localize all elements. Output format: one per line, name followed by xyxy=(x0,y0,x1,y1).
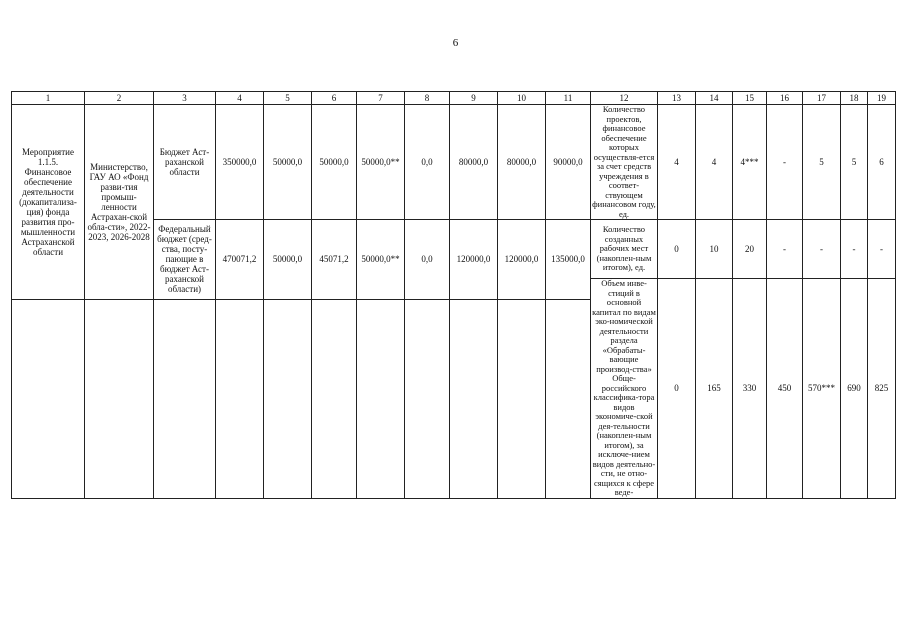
indicator-value: - xyxy=(841,220,868,279)
funding-value: 50000,0** xyxy=(357,105,405,220)
funding-value: 50000,0 xyxy=(264,105,312,220)
page-number: 6 xyxy=(452,37,459,49)
indicator-value: 0 xyxy=(658,220,696,279)
indicator-name: Количество проектов, финансовое обеспечение которых осуществля-ется за счет средств учреждения в соответ-ствующем финансовом году, ед. xyxy=(592,104,656,219)
empty-cell xyxy=(357,299,405,498)
empty-cell xyxy=(405,299,450,498)
col-header: 8 xyxy=(405,92,450,105)
col-header: 10 xyxy=(498,92,546,105)
col-header: 4 xyxy=(216,92,264,105)
col-header: 5 xyxy=(264,92,312,105)
col-header: 14 xyxy=(696,92,733,105)
empty-cell xyxy=(85,299,154,498)
indicator-value: - xyxy=(868,220,896,279)
indicator-name: Объем инве-стиций в основной капитал по видам эко-номической деятельности раздела «Обрабаты-вающие производ-ства» Обще-российского классифика-тора видов экономиче-ской дея-тельности (накоплен-ным итогом), за исключе-нием видов деятельно-сти, не отно-сящихся к сфере веде- xyxy=(592,278,656,497)
program-table xyxy=(11,91,896,499)
indicator-value: 5 xyxy=(841,105,868,220)
indicator-value: 20 xyxy=(733,220,767,279)
funding-value: 80000,0 xyxy=(450,105,498,220)
col-header: 16 xyxy=(767,92,803,105)
col-header: 2 xyxy=(85,92,154,105)
empty-cell xyxy=(546,299,591,498)
indicator-value: 330 xyxy=(733,279,767,499)
indicator-value: 4 xyxy=(696,105,733,220)
indicator-value: - xyxy=(767,105,803,220)
indicator-value: 570*** xyxy=(803,279,841,499)
funding-value: 470071,2 xyxy=(216,220,264,300)
funding-value: 50000,0** xyxy=(357,220,405,300)
indicator-value: 690 xyxy=(841,279,868,499)
col-header: 15 xyxy=(733,92,767,105)
funding-source: Бюджет Аст-раханской области xyxy=(154,105,216,220)
indicator-value: 4 xyxy=(658,105,696,220)
empty-cell xyxy=(450,299,498,498)
event-name: Мероприятие 1.1.5. Финансовое обеспечение деятельности (докапитализа-ция) фонда развития про-мышленности Астраханской области xyxy=(12,105,85,300)
funding-value: 135000,0 xyxy=(546,220,591,300)
indicator-value: 10 xyxy=(696,220,733,279)
funding-value: 350000,0 xyxy=(216,105,264,220)
col-header: 11 xyxy=(546,92,591,105)
funding-source: Федеральный бюджет (сред-ства, посту-пающие в бюджет Аст-раханской области) xyxy=(154,220,216,300)
funding-value: 80000,0 xyxy=(498,105,546,220)
indicator-value: - xyxy=(803,220,841,279)
indicator-value: 6 xyxy=(868,105,896,220)
empty-cell xyxy=(264,299,312,498)
col-header: 6 xyxy=(312,92,357,105)
funding-value: 90000,0 xyxy=(546,105,591,220)
col-header: 3 xyxy=(154,92,216,105)
indicator-value: 5 xyxy=(803,105,841,220)
empty-cell xyxy=(312,299,357,498)
indicator-value: - xyxy=(767,220,803,279)
indicator-name: Количество созданных рабочих мест (накоплен-ным итогом), ед. xyxy=(591,220,658,279)
funding-value: 45071,2 xyxy=(312,220,357,300)
empty-cell xyxy=(498,299,546,498)
col-header: 18 xyxy=(841,92,868,105)
funding-value: 50000,0 xyxy=(312,105,357,220)
empty-cell xyxy=(216,299,264,498)
empty-cell xyxy=(12,299,85,498)
indicator-value: 165 xyxy=(696,279,733,499)
col-header: 9 xyxy=(450,92,498,105)
col-header: 17 xyxy=(803,92,841,105)
indicator-value: 4*** xyxy=(733,105,767,220)
funding-value: 50000,0 xyxy=(264,220,312,300)
event-executor: Министерство, ГАУ АО «Фонд разви-тия промыш-ленности Астрахан-ской обла-сти», 2022-2023, 2026-2028 xyxy=(85,105,154,300)
col-header: 12 xyxy=(591,92,658,105)
col-header: 7 xyxy=(357,92,405,105)
funding-value: 120000,0 xyxy=(450,220,498,300)
table-row xyxy=(12,105,896,220)
empty-cell xyxy=(154,299,216,498)
col-header: 13 xyxy=(658,92,696,105)
indicator-value: 825 xyxy=(868,279,896,499)
indicator-value: 0 xyxy=(658,279,696,499)
funding-value: 0,0 xyxy=(405,105,450,220)
col-header: 1 xyxy=(12,92,85,105)
header-row xyxy=(12,92,896,105)
funding-value: 0,0 xyxy=(405,220,450,300)
funding-value: 120000,0 xyxy=(498,220,546,300)
col-header: 19 xyxy=(868,92,896,105)
indicator-value: 450 xyxy=(767,279,803,499)
